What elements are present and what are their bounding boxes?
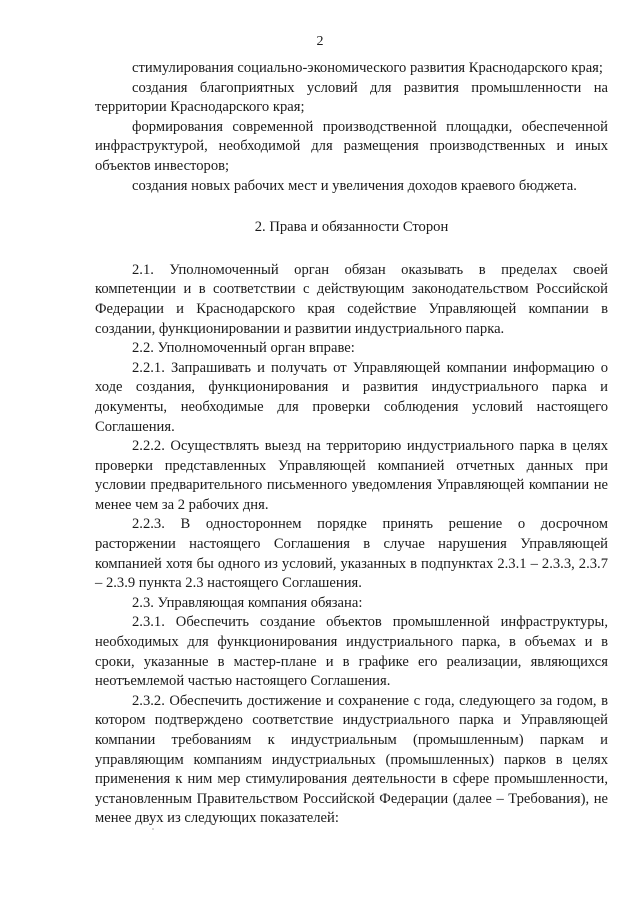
paragraph-goal-production-site: формирования современной производственной площадки, обеспеченной инфраструктурой, необходимой для размещения производственных и иных объектов инвесторов; xyxy=(95,118,608,174)
clause-2-2-2: 2.2.2. Осуществлять выезд на территорию индустриального парка в целях проверки представленных Управляющей компанией отчетных данных при условии предварительного письменного уведомления Управляющей компании не менее чем за 2 рабочих дня. xyxy=(95,438,608,513)
clause-2-1: 2.1. Уполномоченный орган обязан оказывать в пределах своей компетенции и в соответствии с действующим законодательством Российской Федерации и Краснодарского края содействие Управляющей компании в создании, функционировании и развитии индустриального парка. xyxy=(95,261,608,337)
clause-2-2-1: 2.2.1. Запрашивать и получать от Управляющей компании информацию о ходе создания, функционирования и развития индустриального парка и документы, необходимые для проверки соблюдения условий настоящего Соглашения. xyxy=(95,359,608,435)
clause-2-3: 2.3. Управляющая компания обязана: xyxy=(132,594,363,611)
paragraph-goal-socioeconomic: стимулирования социально-экономического развития Краснодарского края; xyxy=(132,60,603,76)
section-heading: 2. Права и обязанности Сторон xyxy=(254,219,449,236)
paragraph-goal-jobs: создания новых рабочих мест и увеличения доходов краевого бюджета. xyxy=(132,177,577,194)
page-number: 2 xyxy=(316,34,324,49)
clause-2-3-1: 2.3.1. Обеспечить создание объектов промышленной инфраструктуры, необходимых для функционирования индустриального парка, в объемах и в сроки, указанные в мастер-плане и в графике его реализации, являющихся неотъемлемой частью настоящего Соглашения. xyxy=(95,614,608,690)
scan-speck xyxy=(152,828,154,830)
paragraph-goal-industry: создания благоприятных условий для развития промышленности на территории Краснодарского края; xyxy=(95,79,608,116)
clause-2-2-3: 2.2.3. В одностороннем порядке принять решение о досрочном расторжении настоящего Соглашения в случае нарушения Управляющей компанией хотя бы одного из условий, указанных в подпунктах 2.3.1 – 2.3.3, 2.3.7 – 2.3.9 пункта 2.3 настоящего Соглашения. xyxy=(95,516,608,592)
clause-2-3-2: 2.3.2. Обеспечить достижение и сохранение с года, следующего за годом, в котором подтверждено соответствие индустриального парка и Управляющей компании требованиям к индустриальным (промышленным) паркам и управляющим компаниям индустриальных (промышленных) парков в целях применения к ним мер стимулирования деятельности в сфере промышленности, установленным Правительством Российской Федерации (далее – Требования), не менее двух из следующих показателей: xyxy=(95,692,608,827)
clause-2-2: 2.2. Уполномоченный орган вправе: xyxy=(132,340,355,357)
document-body xyxy=(95,59,608,829)
